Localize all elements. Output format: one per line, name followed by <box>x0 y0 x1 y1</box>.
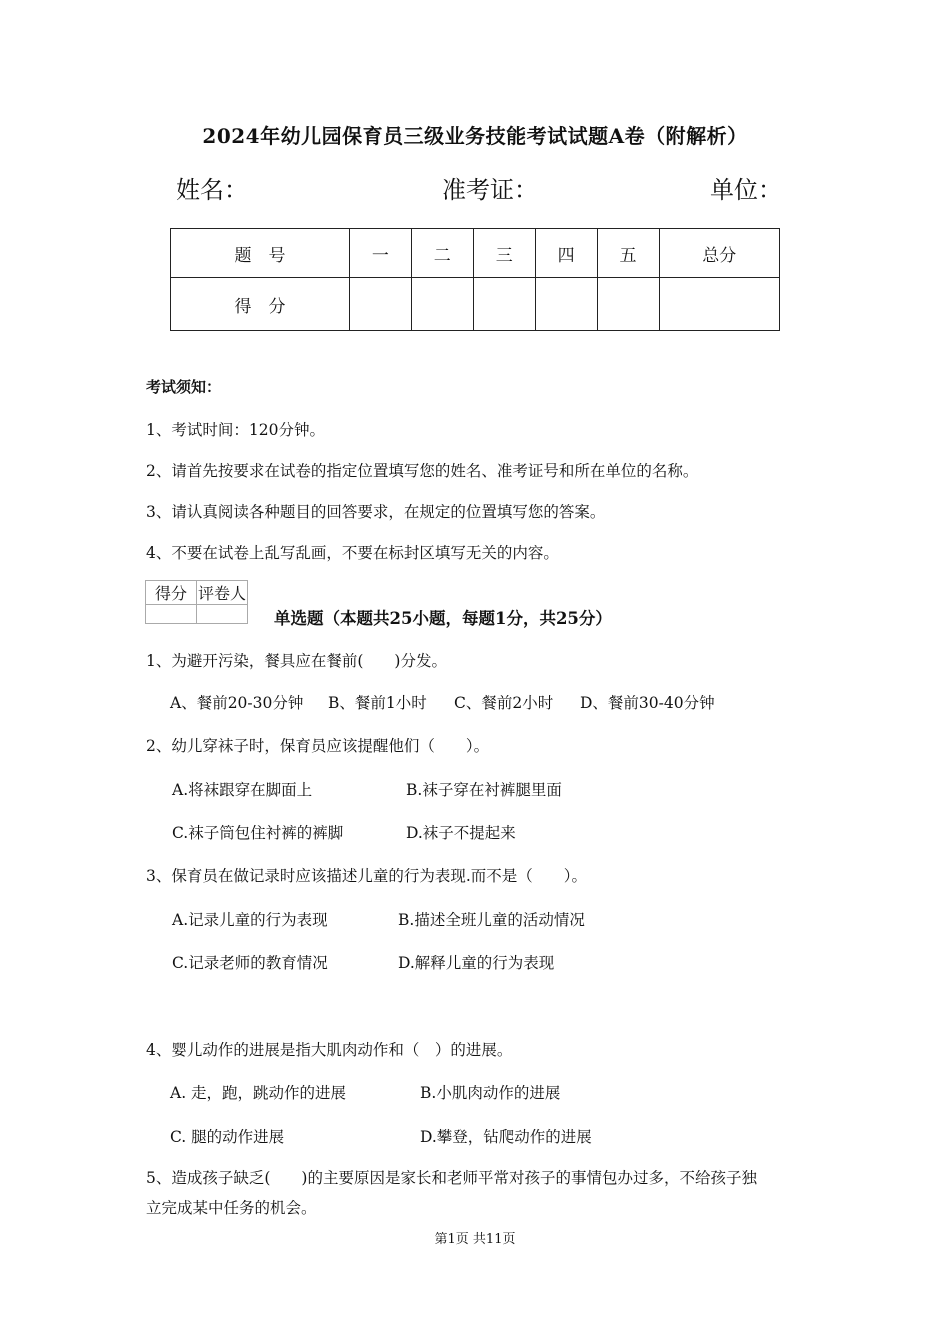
option-c[interactable]: C、餐前2小时 <box>454 694 554 712</box>
notice-item: 3、请认真阅读各种题目的回答要求，在规定的位置填写您的答案。 <box>146 503 606 521</box>
option-a[interactable]: A.将袜跟穿在脚面上 <box>172 781 313 799</box>
option-d[interactable]: D.解释儿童的行为表现 <box>398 954 555 972</box>
unit-label: 单位： <box>710 176 782 204</box>
question-stem: 4、婴儿动作的进展是指大肌肉动作和（ ）的进展。 <box>146 1041 513 1059</box>
score-header-cell: 三 <box>473 229 535 278</box>
notice-item: 4、不要在试卷上乱写乱画，不要在标封区填写无关的内容。 <box>146 544 559 562</box>
candidate-info-row <box>0 170 950 206</box>
grader-table <box>145 580 248 624</box>
option-c[interactable]: C.记录老师的教育情况 <box>172 954 328 972</box>
option-c[interactable]: C. 腿的动作进展 <box>170 1128 285 1146</box>
score-cell[interactable] <box>473 278 535 331</box>
score-header-cell: 二 <box>411 229 473 278</box>
page-footer: 第1页 共11页 <box>434 1232 516 1247</box>
score-cell[interactable] <box>411 278 473 331</box>
grader-name-cell[interactable] <box>197 605 248 624</box>
score-header-cell: 题 号 <box>171 229 350 278</box>
score-table <box>170 228 780 331</box>
name-label: 姓名： <box>176 176 248 204</box>
question-stem-continued: 立完成某中任务的机会。 <box>146 1199 317 1217</box>
score-header-cell: 四 <box>535 229 597 278</box>
section-heading: 单选题（本题共25小题，每题1分，共25分） <box>274 609 612 628</box>
question-stem: 3、保育员在做记录时应该描述儿童的行为表现.而不是（ ）。 <box>146 867 588 885</box>
option-b[interactable]: B、餐前1小时 <box>328 694 427 712</box>
option-a[interactable]: A.记录儿童的行为表现 <box>172 911 328 929</box>
score-header-cell: 一 <box>349 229 411 278</box>
grader-score-label: 得分 <box>146 581 197 605</box>
score-table-score-row <box>171 278 780 331</box>
option-d[interactable]: D.袜子不提起来 <box>406 824 516 842</box>
question-stem: 1、为避开污染，餐具应在餐前( )分发。 <box>146 652 447 670</box>
option-d[interactable]: D、餐前30-40分钟 <box>580 694 715 712</box>
score-row-label: 得 分 <box>171 278 350 331</box>
grader-name-label: 评卷人 <box>197 581 248 605</box>
option-a[interactable]: A. 走，跑，跳动作的进展 <box>170 1084 347 1102</box>
notice-item: 1、考试时间：120分钟。 <box>146 421 325 439</box>
option-b[interactable]: B.小肌肉动作的进展 <box>420 1084 561 1102</box>
question-stem: 2、幼儿穿袜子时，保育员应该提醒他们（ ）。 <box>146 737 490 755</box>
option-c[interactable]: C.袜子筒包住衬裤的裤脚 <box>172 824 344 842</box>
score-cell[interactable] <box>597 278 659 331</box>
notice-item: 2、请首先按要求在试卷的指定位置填写您的姓名、准考证号和所在单位的名称。 <box>146 462 699 480</box>
option-b[interactable]: B.袜子穿在衬裤腿里面 <box>406 781 562 799</box>
score-header-cell: 五 <box>597 229 659 278</box>
exam-id-label: 准考证： <box>442 176 538 204</box>
option-b[interactable]: B.描述全班儿童的活动情况 <box>398 911 585 929</box>
score-table-header-row <box>171 229 780 278</box>
page-title: 2024年幼儿园保育员三级业务技能考试试题A卷（附解析） <box>202 124 748 148</box>
score-cell[interactable] <box>659 278 779 331</box>
option-d[interactable]: D.攀登，钻爬动作的进展 <box>420 1128 592 1146</box>
question-stem: 5、造成孩子缺乏( )的主要原因是家长和老师平常对孩子的事情包办过多，不给孩子独 <box>146 1169 757 1187</box>
grader-score-cell[interactable] <box>146 605 197 624</box>
score-cell[interactable] <box>349 278 411 331</box>
notice-title: 考试须知： <box>146 378 222 396</box>
score-cell[interactable] <box>535 278 597 331</box>
score-header-cell: 总分 <box>659 229 779 278</box>
option-a[interactable]: A、餐前20-30分钟 <box>170 694 304 712</box>
